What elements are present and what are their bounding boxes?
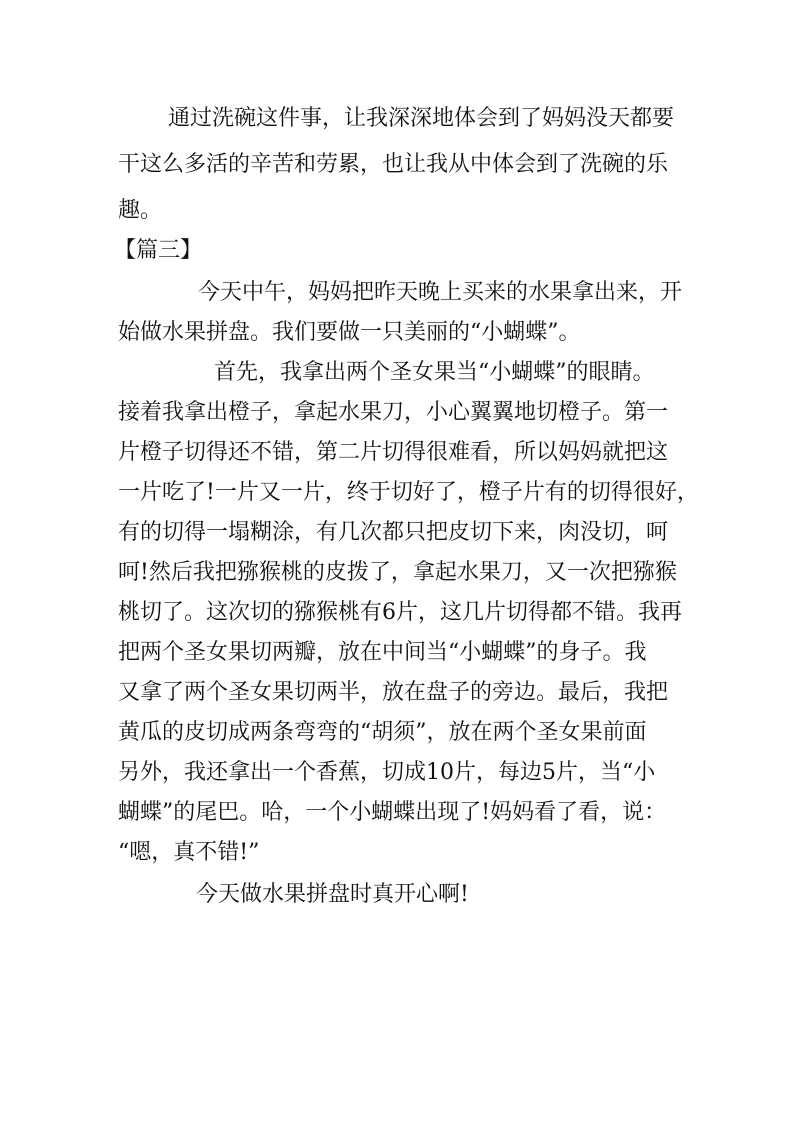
text-line: 有的切得一塌糊涂，有几次都只把皮切下来，肉没切，呵 (118, 520, 669, 545)
text-line: 首先，我拿出两个圣女果当“小蝴蝶”的眼睛。 (214, 360, 655, 385)
text-line: 片橙子切得还不错，第二片切得很难看，所以妈妈就把这 (118, 440, 669, 465)
text-line: 把两个圣女果切两瓣，放在中间当“小蝴蝶”的身子。我 (118, 640, 647, 665)
text-line: “嗯，真不错!” (118, 840, 260, 865)
text-line: 又拿了两个圣女果切两半，放在盘子的旁边。最后，我把 (118, 680, 669, 705)
text-line: 干这么多活的辛苦和劳累，也让我从中体会到了洗碗的乐 (118, 152, 669, 177)
section-heading: 【篇三】 (114, 238, 203, 263)
text-line: 今天做水果拼盘时真开心啊! (196, 882, 469, 907)
text-line: 呵!然后我把猕猴桃的皮拨了，拿起水果刀，又一次把猕猴 (118, 560, 677, 585)
text-line: 趣。 (118, 198, 163, 223)
text-line: 另外，我还拿出一个香蕉，切成10片，每边5片，当“小 (118, 760, 656, 785)
text-line: 黄瓜的皮切成两条弯弯的“胡须”，放在两个圣女果前面 (118, 720, 647, 745)
text-line: 通过洗碗这件事，让我深深地体会到了妈妈没天都要 (168, 106, 675, 131)
text-line: 蝴蝶”的尾巴。哈，一个小蝴蝶出现了!妈妈看了看，说： (118, 800, 667, 825)
text-line: 始做水果拼盘。我们要做一只美丽的“小蝴蝶”。 (118, 320, 581, 345)
text-line: 接着我拿出橙子，拿起水果刀，小心翼翼地切橙子。第一 (118, 400, 669, 425)
text-line: 今天中午，妈妈把昨天晚上买来的水果拿出来，开 (198, 280, 683, 305)
text-line: 桃切了。这次切的猕猴桃有6片，这几片切得都不错。我再 (118, 600, 682, 625)
text-line: 一片吃了!一片又一片，终于切好了，橙子片有的切得很好， (118, 480, 699, 505)
